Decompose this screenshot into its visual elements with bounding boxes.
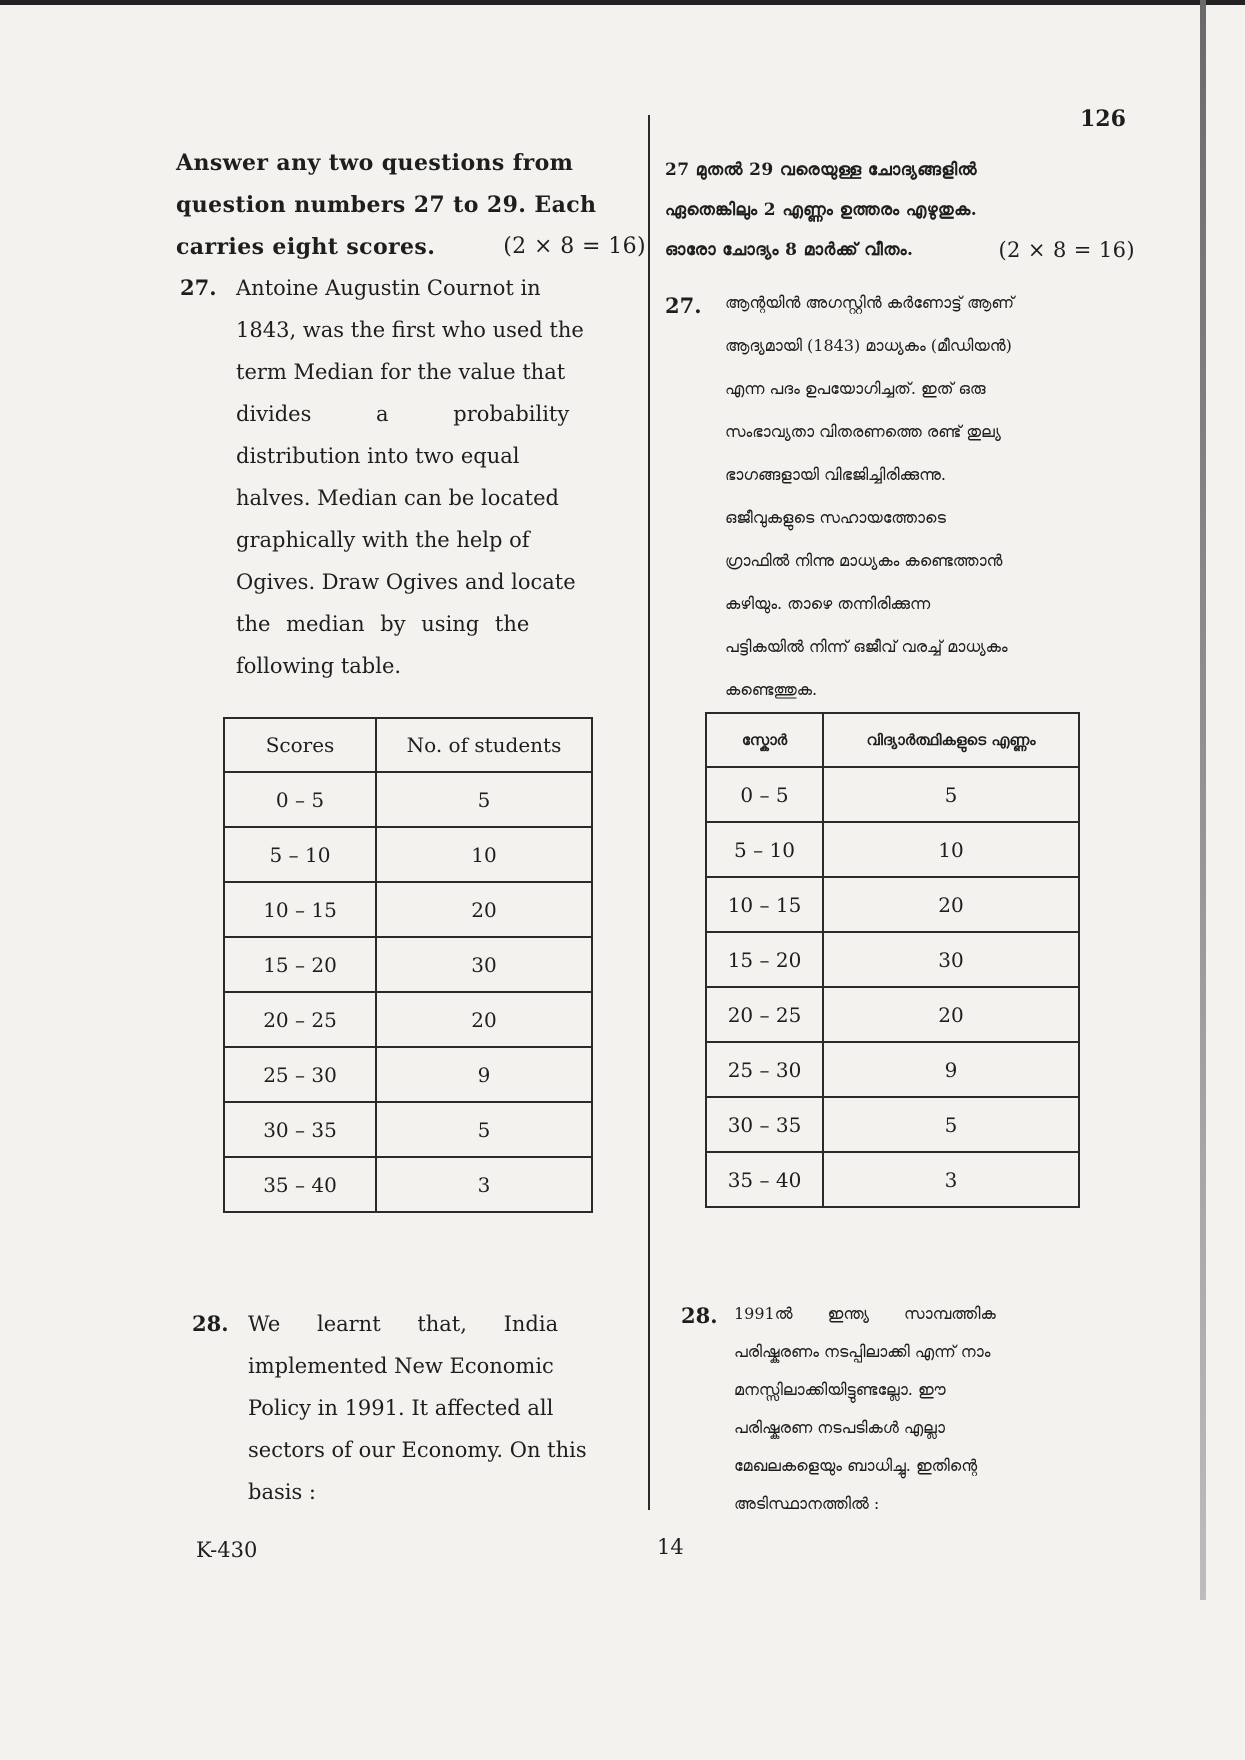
text-line: basis : — [248, 1480, 316, 1504]
column-divider — [648, 115, 650, 1510]
question-number: 27. — [180, 275, 217, 300]
malayalam-intro-line: ഓരോ ചോദ്യം 8 മാർക്ക് വീതം. — [665, 240, 914, 260]
text-line: the median by using the — [236, 612, 530, 636]
student-count-cell: 20 — [823, 877, 1079, 932]
text-line: divides a probability — [236, 402, 570, 426]
english-intro-line: carries eight scores. — [176, 234, 436, 260]
english-marks: (2 × 8 = 16) — [503, 234, 646, 259]
text-line: മനസ്സിലാക്കിയിട്ടുണ്ടല്ലോ. ഈ — [734, 1380, 946, 1399]
table-row — [224, 1047, 592, 1102]
table-row — [224, 1157, 592, 1212]
text-line: following table. — [236, 654, 402, 678]
student-count-cell: 30 — [376, 937, 592, 992]
score-range-cell: 10 – 15 — [706, 877, 823, 932]
student-count-cell: 5 — [376, 772, 592, 827]
table-header-students: വിദ്യാർത്ഥികളുടെ എണ്ണം — [823, 713, 1079, 767]
page-number: 126 — [1080, 106, 1126, 132]
question-number: 28. — [681, 1303, 718, 1328]
text-line: Ogives. Draw Ogives and locate — [236, 570, 576, 594]
score-range-cell: 25 – 30 — [224, 1047, 376, 1102]
student-count-cell: 10 — [823, 822, 1079, 877]
english-intro-last-row — [176, 226, 646, 268]
table-row — [224, 882, 592, 937]
score-range-cell: 5 – 10 — [706, 822, 823, 877]
malayalam-instructions — [665, 150, 1135, 270]
score-range-cell: 25 – 30 — [706, 1042, 823, 1097]
score-range-cell: 15 – 20 — [706, 932, 823, 987]
text-line: implemented New Economic — [248, 1354, 554, 1378]
score-range-cell: 0 – 5 — [224, 772, 376, 827]
table-row — [706, 1097, 1079, 1152]
score-range-cell: 15 – 20 — [224, 937, 376, 992]
table-row — [706, 1152, 1079, 1207]
student-count-cell: 5 — [823, 1097, 1079, 1152]
text-line: ഗ്രാഫിൽ നിന്നു മാധ്യകം കണ്ടെത്താൻ — [725, 551, 1003, 570]
malayalam-intro-line: ഏതെങ്കിലും 2 എണ്ണം ഉത്തരം എഴുതുക. — [665, 200, 978, 220]
text-line: sectors of our Economy. On this — [248, 1438, 587, 1462]
table-row — [706, 877, 1079, 932]
english-frequency-table — [223, 717, 593, 1213]
student-count-cell: 9 — [823, 1042, 1079, 1097]
malayalam-intro-last-row — [665, 230, 1135, 270]
text-line: പരിഷ്കരണ നടപടികൾ എല്ലാ — [734, 1418, 945, 1437]
score-range-cell: 20 – 25 — [224, 992, 376, 1047]
student-count-cell: 9 — [376, 1047, 592, 1102]
malayalam-marks: (2 × 8 = 16) — [998, 238, 1135, 262]
table-row — [224, 992, 592, 1047]
text-line: കണ്ടെത്തുക. — [725, 680, 818, 699]
table-header-scores: Scores — [224, 718, 376, 772]
student-count-cell: 30 — [823, 932, 1079, 987]
text-line: കഴിയും. താഴെ തന്നിരിക്കുന്ന — [725, 594, 931, 613]
top-edge — [0, 0, 1245, 5]
text-line: അടിസ്ഥാനത്തിൽ : — [734, 1494, 880, 1513]
malayalam-intro-line: 27 മുതൽ 29 വരെയുള്ള ചോദ്യങ്ങളിൽ — [665, 160, 977, 180]
table-row — [706, 822, 1079, 877]
table-header-scores: സ്കോർ — [706, 713, 823, 767]
student-count-cell: 5 — [823, 767, 1079, 822]
question-text — [725, 281, 1085, 711]
table-header-students: No. of students — [376, 718, 592, 772]
text-line: മേഖലകളെയും ബാധിച്ചു. ഇതിന്റെ — [734, 1456, 978, 1475]
question-text — [734, 1295, 1089, 1523]
text-line: പരിഷ്കരണം നടപ്പിലാക്കി എന്ന് നാം — [734, 1342, 991, 1361]
text-line: graphically with the help of — [236, 528, 530, 552]
question-number: 27. — [665, 293, 702, 318]
score-range-cell: 0 – 5 — [706, 767, 823, 822]
score-range-cell: 10 – 15 — [224, 882, 376, 937]
question-text — [248, 1303, 596, 1513]
table-row — [224, 937, 592, 992]
text-line: Policy in 1991. It affected all — [248, 1396, 554, 1420]
text-line: പട്ടികയിൽ നിന്ന് ഒജീവ് വരച്ച് മാധ്യകം — [725, 637, 1008, 656]
text-line: 1991ൽ ഇന്ത്യ സാമ്പത്തിക — [734, 1304, 996, 1323]
english-instructions — [176, 142, 646, 268]
table-row — [706, 1042, 1079, 1097]
text-line: 1843, was the first who used the — [236, 318, 584, 342]
text-line: ഒജീവുകളുടെ സഹായത്തോടെ — [725, 508, 946, 527]
text-line: term Median for the value that — [236, 360, 566, 384]
text-line: ഭാഗങ്ങളായി വിഭജിച്ചിരിക്കുന്നു. — [725, 465, 946, 484]
text-line: ആദ്യമായി (1843) മാധ്യകം (മീഡിയൻ) — [725, 336, 1012, 355]
english-intro-line: Answer any two questions from — [176, 150, 574, 176]
table-row — [224, 827, 592, 882]
right-edge — [1200, 0, 1206, 1600]
score-range-cell: 20 – 25 — [706, 987, 823, 1042]
text-line: We learnt that, India — [248, 1312, 559, 1336]
text-line: സംഭാവ്യതാ വിതരണത്തെ രണ്ട് തുല്യ — [725, 422, 1001, 441]
score-range-cell: 35 – 40 — [224, 1157, 376, 1212]
table-row — [706, 987, 1079, 1042]
student-count-cell: 3 — [376, 1157, 592, 1212]
text-line: halves. Median can be located — [236, 486, 559, 510]
question-text — [236, 267, 590, 687]
score-range-cell: 30 – 35 — [224, 1102, 376, 1157]
score-range-cell: 35 – 40 — [706, 1152, 823, 1207]
student-count-cell: 10 — [376, 827, 592, 882]
student-count-cell: 20 — [376, 882, 592, 937]
table-row — [706, 932, 1079, 987]
table-row — [706, 767, 1079, 822]
student-count-cell: 3 — [823, 1152, 1079, 1207]
score-range-cell: 30 – 35 — [706, 1097, 823, 1152]
sheet-number: 14 — [657, 1535, 684, 1559]
text-line: Antoine Augustin Cournot in — [236, 276, 541, 300]
text-line: എന്ന പദം ഉപയോഗിച്ചത്. ഇത് ഒരു — [725, 379, 986, 398]
malayalam-frequency-table — [705, 712, 1080, 1208]
student-count-cell: 20 — [376, 992, 592, 1047]
english-intro-line: question numbers 27 to 29. Each — [176, 192, 597, 218]
question-number: 28. — [192, 1311, 229, 1336]
score-range-cell: 5 – 10 — [224, 827, 376, 882]
table-row — [224, 772, 592, 827]
text-line: ആന്റയിൻ അഗസ്റ്റിൻ കർണോട്ട് ആണ് — [725, 293, 1014, 312]
text-line: distribution into two equal — [236, 444, 520, 468]
student-count-cell: 20 — [823, 987, 1079, 1042]
student-count-cell: 5 — [376, 1102, 592, 1157]
paper-code: K-430 — [196, 1538, 258, 1562]
table-row — [224, 1102, 592, 1157]
